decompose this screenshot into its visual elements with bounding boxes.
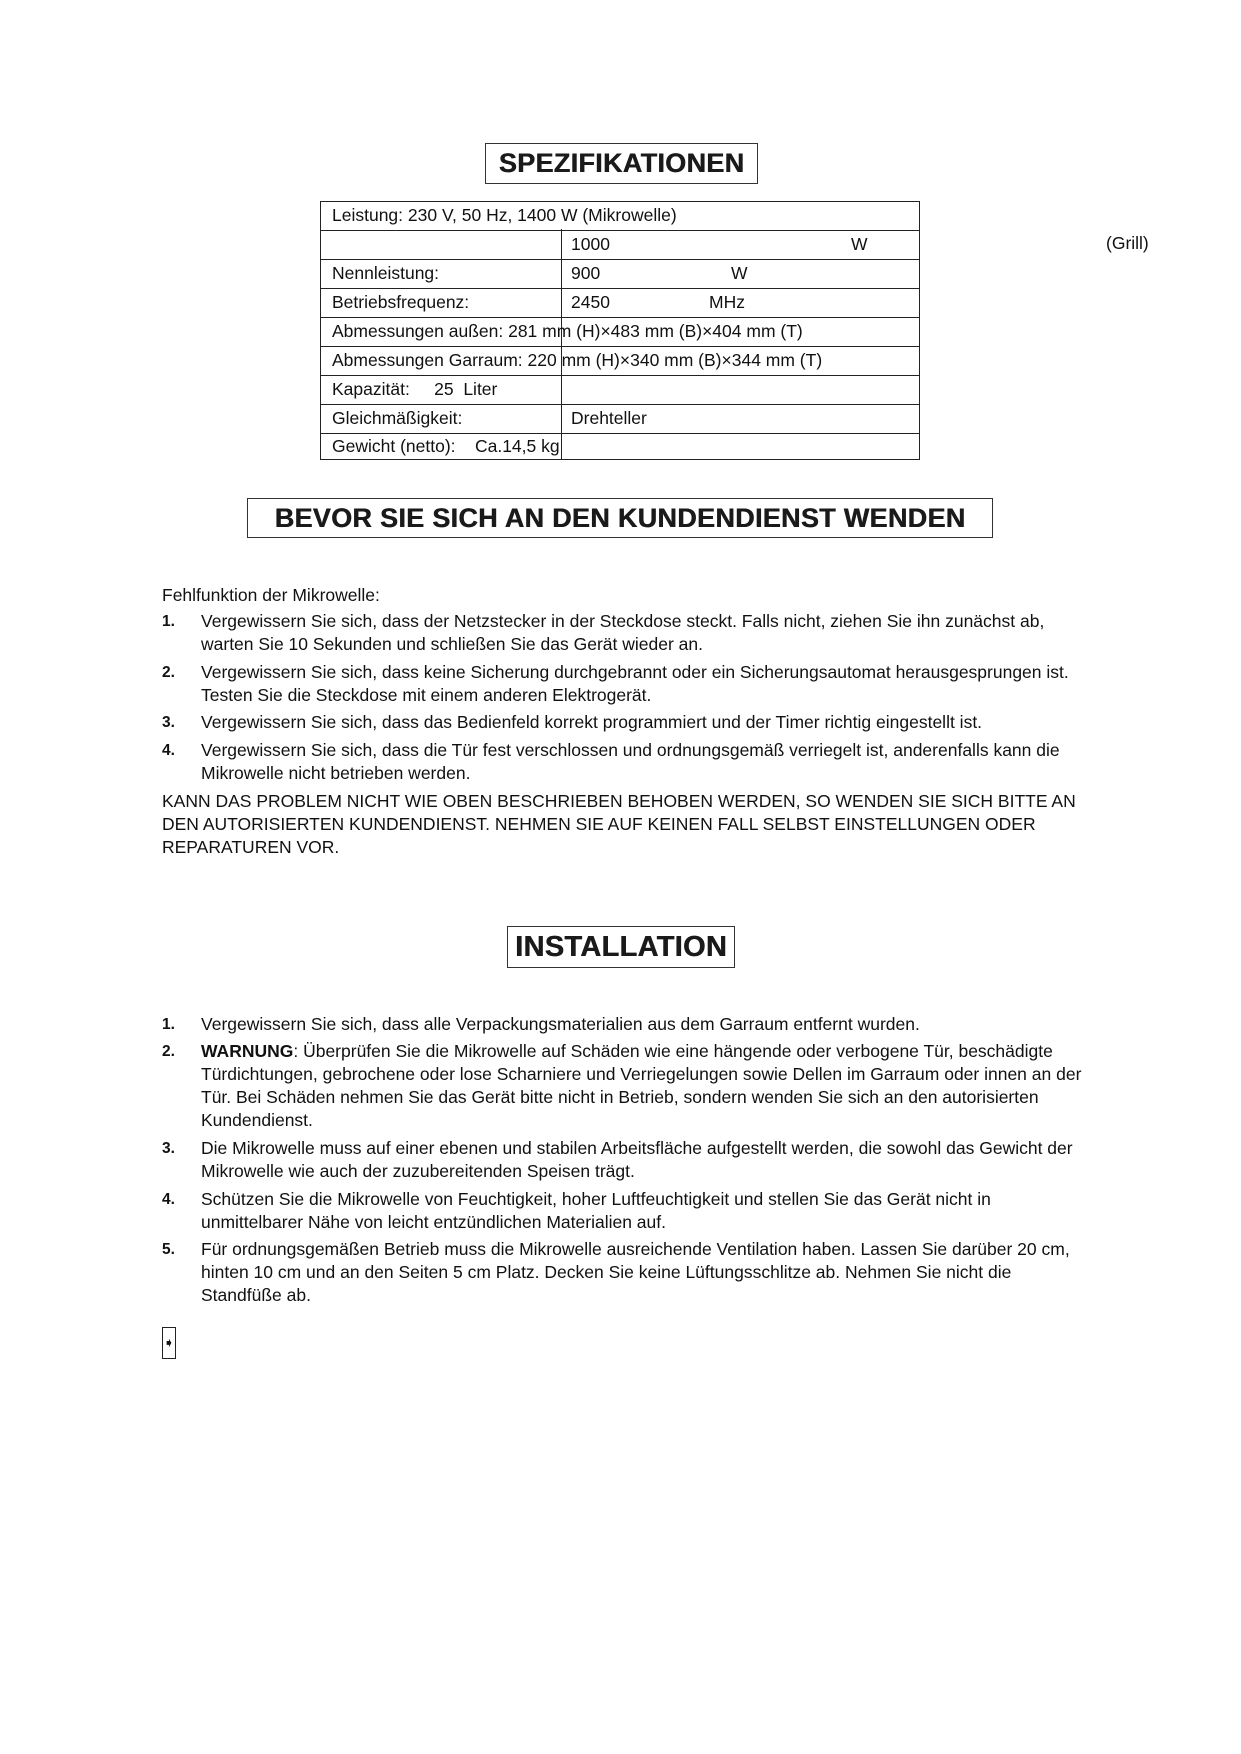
list-item-number: 4.	[162, 1191, 175, 1208]
spec-gleichmaessigkeit-value: Drehteller	[571, 408, 647, 428]
spec-row-leistung	[321, 202, 919, 231]
spec-row-gleichmaessigkeit	[321, 405, 919, 434]
list-item-number: 1.	[162, 1016, 175, 1033]
list-item-number: 3.	[162, 714, 175, 731]
spec-abmessungen-garraum: Abmessungen Garraum: 220 mm (H)×340 mm (B)×344 mm (T)	[332, 350, 823, 370]
list-item-text: Vergewissern Sie sich, dass die Tür fest verschlossen und ordnungsgemäß verriegelt ist, anderenfalls kann die Mikrowelle nicht betrieben werden.	[201, 740, 1060, 783]
spec-row-frequenz	[321, 289, 919, 318]
list-item-text: Schützen Sie die Mikrowelle von Feuchtigkeit, hoher Luftfeuchtigkeit und stellen Sie das Gerät nicht in unmittelbarer Nähe von leicht entzündlichen Materialien auf.	[201, 1189, 991, 1232]
spec-frequenz-value: 2450	[571, 292, 610, 312]
list-item-text	[201, 1040, 1091, 1132]
spec-grill-label: (Grill)	[1106, 233, 1149, 253]
spec-gleichmaessigkeit-label: Gleichmäßigkeit:	[332, 408, 463, 428]
list-item-number: 2.	[162, 1043, 175, 1060]
spec-row-abmessungen-aussen	[321, 318, 919, 347]
spec-gewicht: Gewicht (netto): Ca.14,5 kg	[332, 436, 560, 456]
spec-row-kapazitaet	[321, 376, 919, 405]
spec-row-grill	[321, 231, 919, 260]
service-note: KANN DAS PROBLEM NICHT WIE OBEN BESCHRIEBEN BEHOBEN WERDEN, SO WENDEN SIE SICH BITTE AN DEN AUTORISIERTEN KUNDENDIENST. NEHMEN SIE AUF KEINEN FALL SELBST EINSTELLUNGEN ODER REPARATUREN VOR.	[162, 791, 1076, 857]
spec-abmessungen-aussen: Abmessungen außen: 281 mm (H)×483 mm (B)×404 mm (T)	[332, 321, 803, 341]
warning-label: WARNUNG	[201, 1041, 294, 1061]
list-item-text: Vergewissern Sie sich, dass alle Verpackungsmaterialien aus dem Garraum entfernt wurden.	[201, 1014, 920, 1034]
spec-grill-value: 1000	[571, 234, 610, 254]
list-item-text: Vergewissern Sie sich, dass das Bedienfeld korrekt programmiert und der Timer richtig eingestellt ist.	[201, 712, 983, 732]
spec-nennleistung-unit: W	[731, 263, 748, 283]
troubleshooting-list	[162, 610, 1092, 786]
installation-list	[162, 1013, 1092, 1313]
list-item-text: Für ordnungsgemäßen Betrieb muss die Mikrowelle ausreichende Ventilation haben. Lassen Sie darüber 20 cm, hinten 10 cm und an den Seiten 5 cm Platz. Decken Sie keine Lüftungsschlitze ab. Nehmen Sie nicht die Standfüße ab.	[201, 1239, 1070, 1305]
warning-text: : Überprüfen Sie die Mikrowelle auf Schäden wie eine hängende oder verbogene Tür, beschädigte Türdichtungen, gebrochene oder lose Scharniere und Verriegelungen sowie Dellen im Garraum oder innen an der Tür. Bei Schäden nehmen Sie das Gerät bitte nicht in Betrieb, sondern wenden Sie sich an den autorisierten Kundendienst.	[201, 1041, 1082, 1130]
list-item-number: 2.	[162, 664, 175, 681]
list-item-number: 1.	[162, 613, 175, 630]
section-heading-kundendienst: BEVOR SIE SICH AN DEN KUNDENDIENST WENDEN	[247, 498, 993, 538]
spec-leistung: Leistung: 230 V, 50 Hz, 1400 W (Mikrowelle)	[332, 202, 678, 229]
list-item-text: Die Mikrowelle muss auf einer ebenen und stabilen Arbeitsfläche aufgestellt werden, die sowohl das Gewicht der Mikrowelle wie auch der zuzubereitenden Speisen trägt.	[201, 1138, 1073, 1181]
spec-row-nennleistung	[321, 260, 919, 289]
spec-nennleistung-value: 900	[571, 263, 601, 283]
malfunction-intro: Fehlfunktion der Mikrowelle:	[162, 585, 380, 605]
list-item-number: 5.	[162, 1241, 175, 1258]
section-heading-installation: INSTALLATION	[507, 926, 735, 968]
spec-kapazitaet: Kapazität: 25 Liter	[332, 379, 498, 399]
list-item-number: 4.	[162, 742, 175, 759]
specifications-table	[320, 201, 920, 460]
spec-row-abmessungen-garraum	[321, 347, 919, 376]
list-item-text: Vergewissern Sie sich, dass keine Sicherung durchgebrannt oder ein Sicherungsautomat herausgesprungen ist. Testen Sie die Steckdose mit einem anderen Elektrogerät.	[201, 662, 1069, 705]
spec-row-gewicht	[321, 434, 919, 459]
spec-grill-unit: W	[851, 234, 868, 254]
spec-frequenz-label: Betriebsfrequenz:	[332, 292, 470, 312]
spec-nennleistung-label: Nennleistung:	[332, 263, 440, 283]
list-item-text: Vergewissern Sie sich, dass der Netzstecker in der Steckdose steckt. Falls nicht, ziehen Sie ihn zunächst ab, warten Sie 10 Sekunden und schließen Sie das Gerät wieder an.	[201, 611, 1045, 654]
list-item-number: 3.	[162, 1140, 175, 1157]
spec-frequenz-unit: MHz	[709, 292, 745, 312]
next-page-arrow-icon: ➧	[162, 1327, 176, 1359]
section-heading-spezifikationen: SPEZIFIKATIONEN	[485, 143, 758, 184]
